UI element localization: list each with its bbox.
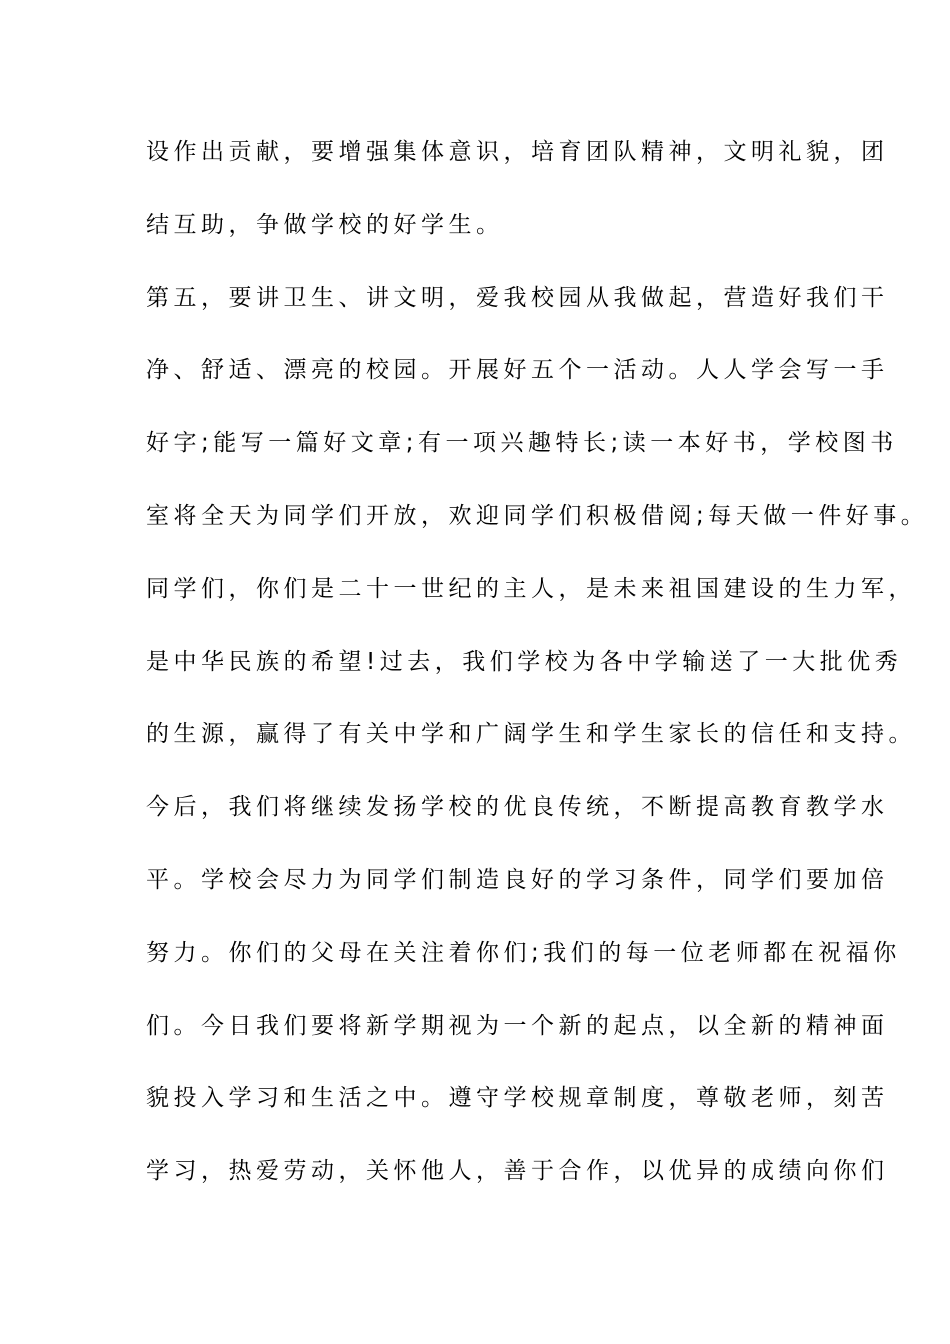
- text-line: 的生源，赢得了有关中学和广阔学生和学生家长的信任和支持。: [146, 721, 916, 748]
- text-line: 好字;能写一篇好文章;有一项兴趣特长;读一本好书，学校图书: [146, 430, 898, 457]
- text-line: 貌投入学习和生活之中。遵守学校规章制度，尊敬老师，刻苦: [146, 1085, 889, 1112]
- text-line: 努力。你们的父母在关注着你们;我们的每一位老师都在祝福你: [146, 939, 901, 966]
- text-line: 第五，要讲卫生、讲文明，爱我校园从我做起，营造好我们干: [146, 284, 889, 311]
- text-line: 净、舒适、漂亮的校园。开展好五个一活动。人人学会写一手: [146, 357, 889, 384]
- text-line: 们。今日我们要将新学期视为一个新的起点，以全新的精神面: [146, 1012, 889, 1039]
- text-line: 室将全天为同学们开放，欢迎同学们积极借阅;每天做一件好事。: [146, 502, 929, 529]
- text-line: 结互助，争做学校的好学生。: [146, 211, 504, 238]
- text-line: 学习，热爱劳动，关怀他人，善于合作，以优异的成绩向你们: [146, 1158, 889, 1185]
- text-line: 今后，我们将继续发扬学校的优良传统，不断提高教育教学水: [146, 794, 889, 821]
- body-text: [146, 128, 929, 1220]
- text-line: 设作出贡献，要增强集体意识，培育团队精神，文明礼貌，团: [146, 139, 889, 165]
- text-line: 是中华民族的希望!过去，我们学校为各中学输送了一大批优秀: [146, 648, 903, 675]
- text-line: 同学们，你们是二十一世纪的主人，是未来祖国建设的生力军，: [146, 575, 916, 602]
- text-line: 平。学校会尽力为同学们制造良好的学习条件，同学们要加倍: [146, 866, 889, 893]
